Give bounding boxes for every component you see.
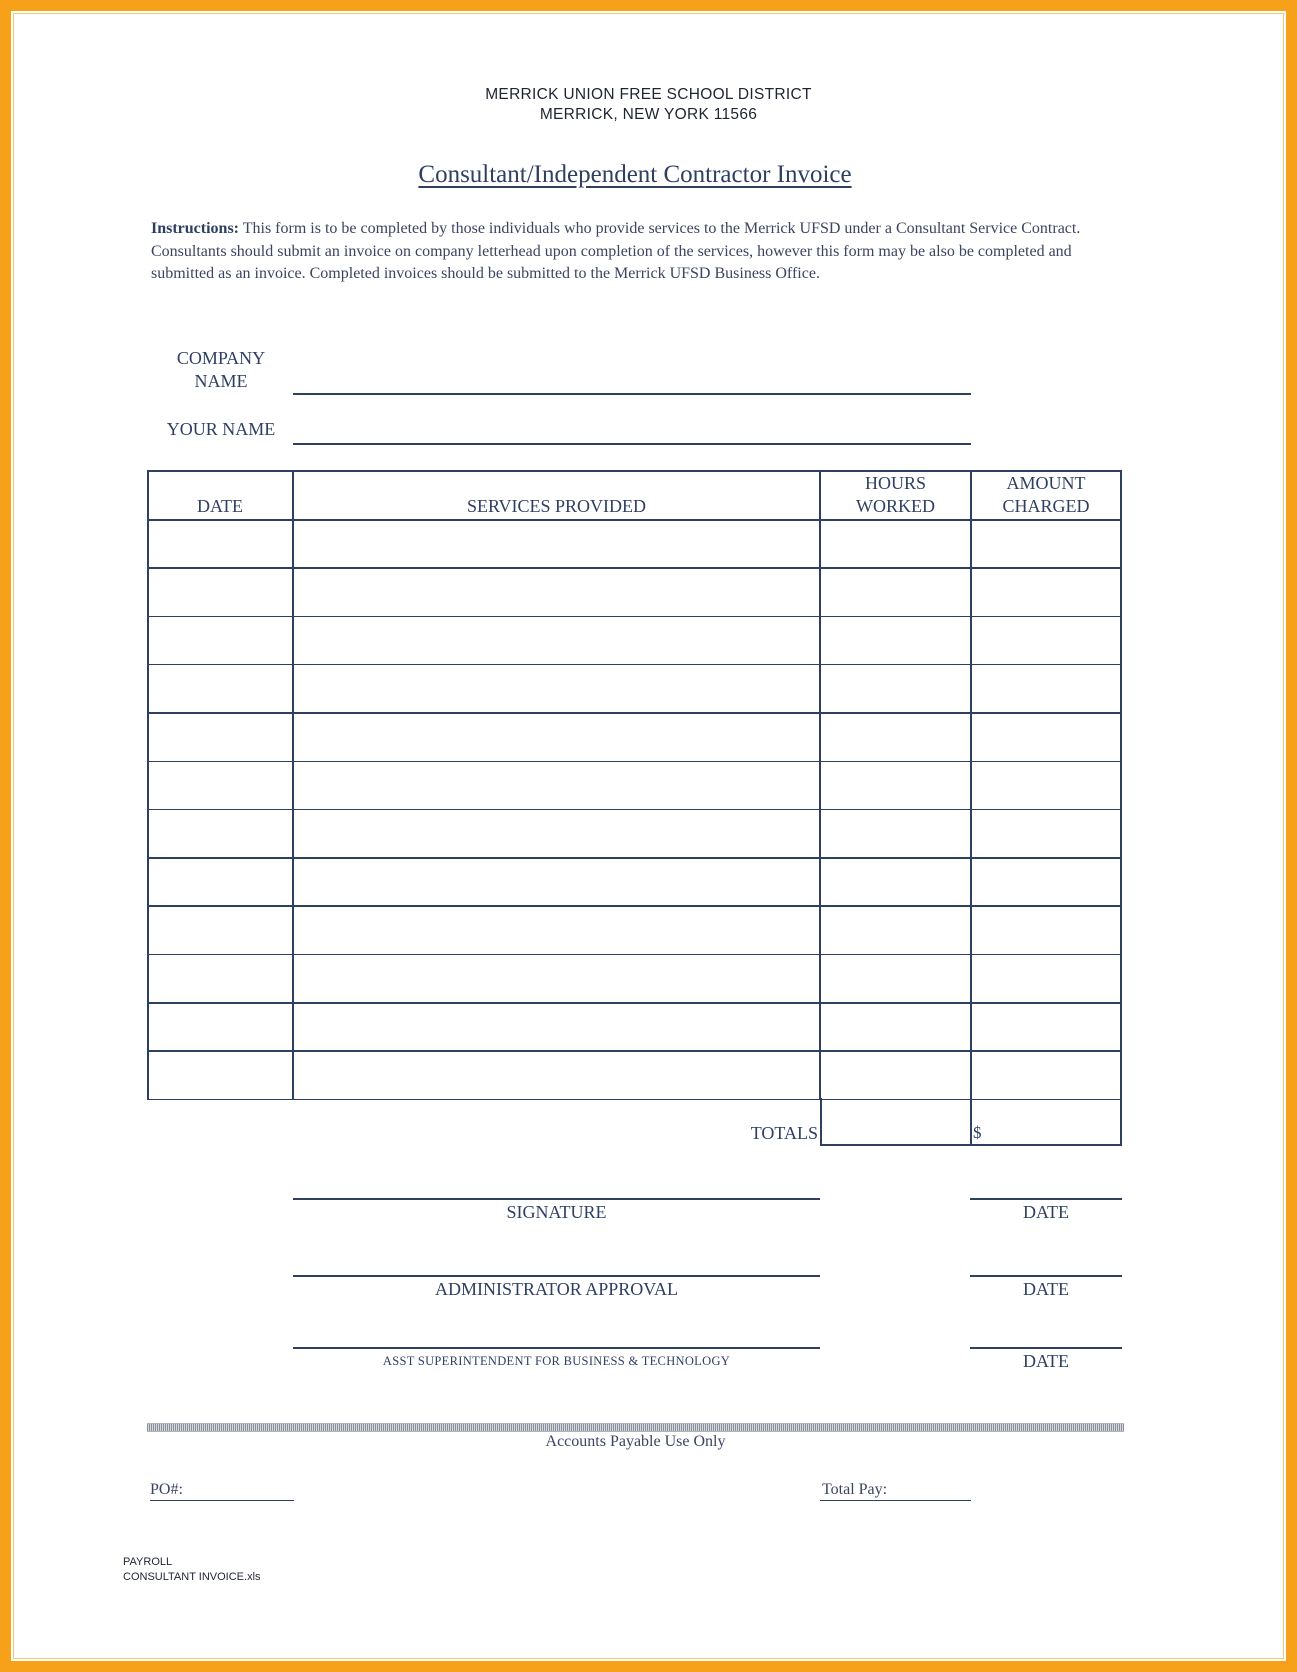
signature-date-label: DATE	[1023, 1202, 1069, 1222]
date-cell[interactable]	[149, 521, 292, 567]
signature-line[interactable]	[293, 1198, 820, 1200]
admin-approval-line[interactable]	[293, 1275, 820, 1277]
date-cell[interactable]	[149, 1052, 292, 1098]
totals-amount-cell[interactable]	[971, 1098, 1120, 1144]
hours-cell[interactable]	[821, 811, 970, 857]
hours-cell[interactable]	[821, 618, 970, 664]
date-cell[interactable]	[149, 569, 292, 615]
footer-line2: CONSULTANT INVOICE.xls	[123, 1571, 261, 1583]
amount-cell[interactable]	[972, 569, 1120, 615]
signature-label: SIGNATURE	[506, 1202, 607, 1222]
hours-cell[interactable]	[821, 569, 970, 615]
services-table	[147, 470, 1122, 1099]
services-cell[interactable]	[294, 859, 819, 905]
company-name-field[interactable]	[293, 393, 971, 395]
date-cell[interactable]	[149, 763, 292, 809]
asst-super-date-line[interactable]	[970, 1347, 1122, 1349]
services-cell[interactable]	[294, 1004, 819, 1050]
hours-cell[interactable]	[821, 956, 970, 1002]
services-cell[interactable]	[294, 714, 819, 760]
admin-approval-label: ADMINISTRATOR APPROVAL	[435, 1279, 678, 1299]
amount-cell[interactable]	[972, 859, 1120, 905]
company-name-label	[160, 347, 282, 393]
column-header-date: DATE	[197, 496, 243, 516]
services-cell[interactable]	[294, 956, 819, 1002]
amount-cell[interactable]	[972, 811, 1120, 857]
hours-cell[interactable]	[821, 763, 970, 809]
table-row	[147, 809, 1122, 857]
services-cell[interactable]	[294, 521, 819, 567]
table-row	[147, 905, 1122, 953]
table-row	[147, 567, 1122, 615]
table-row	[147, 761, 1122, 809]
amount-cell[interactable]	[972, 521, 1120, 567]
admin-date-line[interactable]	[970, 1275, 1122, 1277]
totals-label: TOTALS	[750, 1123, 818, 1143]
total-pay-field[interactable]	[820, 1500, 971, 1501]
services-cell[interactable]	[294, 618, 819, 664]
accounts-payable-divider	[147, 1423, 1124, 1432]
column-header-amount-line1: AMOUNT	[1006, 473, 1086, 493]
page-title: Consultant/Independent Contractor Invoice	[418, 161, 852, 188]
table-row	[147, 664, 1122, 712]
services-cell[interactable]	[294, 1052, 819, 1098]
amount-cell[interactable]	[972, 956, 1120, 1002]
instructions-text: This form is to be completed by those individuals who provide services to the Merrick UFSD under a Consultant Service Contract. Consultants should submit an invoice on company letterhead upon completion of the services, however this form may be also be completed and submitted as an invoice. Completed invoices should be submitted to the Merrick UFSD Business Office.	[151, 220, 1081, 282]
admin-date-label: DATE	[1023, 1279, 1069, 1299]
amount-cell[interactable]	[972, 618, 1120, 664]
asst-super-line[interactable]	[293, 1347, 820, 1349]
amount-cell[interactable]	[972, 1052, 1120, 1098]
accounts-payable-heading: Accounts Payable Use Only	[545, 1433, 726, 1450]
hours-cell[interactable]	[821, 859, 970, 905]
table-row	[147, 1002, 1122, 1050]
district-name: MERRICK UNION FREE SCHOOL DISTRICT	[485, 86, 812, 103]
hours-cell[interactable]	[821, 714, 970, 760]
date-cell[interactable]	[149, 714, 292, 760]
district-address: MERRICK, NEW YORK 11566	[539, 106, 758, 123]
table-row	[147, 954, 1122, 1002]
instructions-paragraph	[151, 218, 1111, 286]
hours-cell[interactable]	[821, 666, 970, 712]
footer-line1: PAYROLL	[123, 1556, 173, 1568]
table-row	[147, 857, 1122, 905]
table-row	[147, 1050, 1122, 1098]
hours-cell[interactable]	[821, 907, 970, 953]
date-cell[interactable]	[149, 956, 292, 1002]
amount-cell[interactable]	[972, 1004, 1120, 1050]
date-cell[interactable]	[149, 1004, 292, 1050]
asst-super-label: ASST SUPERINTENDENT FOR BUSINESS & TECHNOLOGY	[382, 1354, 731, 1368]
table-row	[147, 616, 1122, 664]
services-cell[interactable]	[294, 763, 819, 809]
company-name-label-line2: NAME	[194, 371, 248, 391]
totals-hours-cell[interactable]	[820, 1098, 970, 1144]
column-header-services: SERVICES PROVIDED	[466, 496, 647, 516]
totals-box	[820, 1098, 1122, 1146]
total-pay-label: Total Pay:	[822, 1481, 888, 1498]
asst-super-date-label: DATE	[1023, 1351, 1069, 1371]
currency-symbol: $	[973, 1123, 982, 1142]
services-cell[interactable]	[294, 666, 819, 712]
column-header-hours-line1: HOURS	[864, 473, 926, 493]
services-cell[interactable]	[294, 811, 819, 857]
table-row	[147, 519, 1122, 567]
your-name-field[interactable]	[293, 443, 971, 445]
date-cell[interactable]	[149, 618, 292, 664]
amount-cell[interactable]	[972, 714, 1120, 760]
amount-cell[interactable]	[972, 763, 1120, 809]
signature-date-line[interactable]	[970, 1198, 1122, 1200]
date-cell[interactable]	[149, 811, 292, 857]
instructions-label: Instructions:	[151, 220, 240, 237]
po-number-label: PO#:	[150, 1481, 183, 1498]
amount-cell[interactable]	[972, 666, 1120, 712]
your-name-label: YOUR NAME	[166, 419, 276, 439]
date-cell[interactable]	[149, 666, 292, 712]
hours-cell[interactable]	[821, 521, 970, 567]
hours-cell[interactable]	[821, 1004, 970, 1050]
services-cell[interactable]	[294, 569, 819, 615]
amount-cell[interactable]	[972, 907, 1120, 953]
services-cell[interactable]	[294, 907, 819, 953]
column-header-amount	[971, 472, 1121, 518]
column-header-hours	[820, 472, 971, 518]
column-header-amount-line2: CHARGED	[1002, 496, 1090, 516]
hours-cell[interactable]	[821, 1052, 970, 1098]
date-cell[interactable]	[149, 859, 292, 905]
table-row	[147, 712, 1122, 760]
date-cell[interactable]	[149, 907, 292, 953]
footer-file-info	[123, 1555, 261, 1585]
company-name-label-line1: COMPANY	[176, 348, 266, 368]
column-header-hours-line2: WORKED	[856, 496, 935, 516]
po-number-field[interactable]	[150, 1500, 294, 1501]
